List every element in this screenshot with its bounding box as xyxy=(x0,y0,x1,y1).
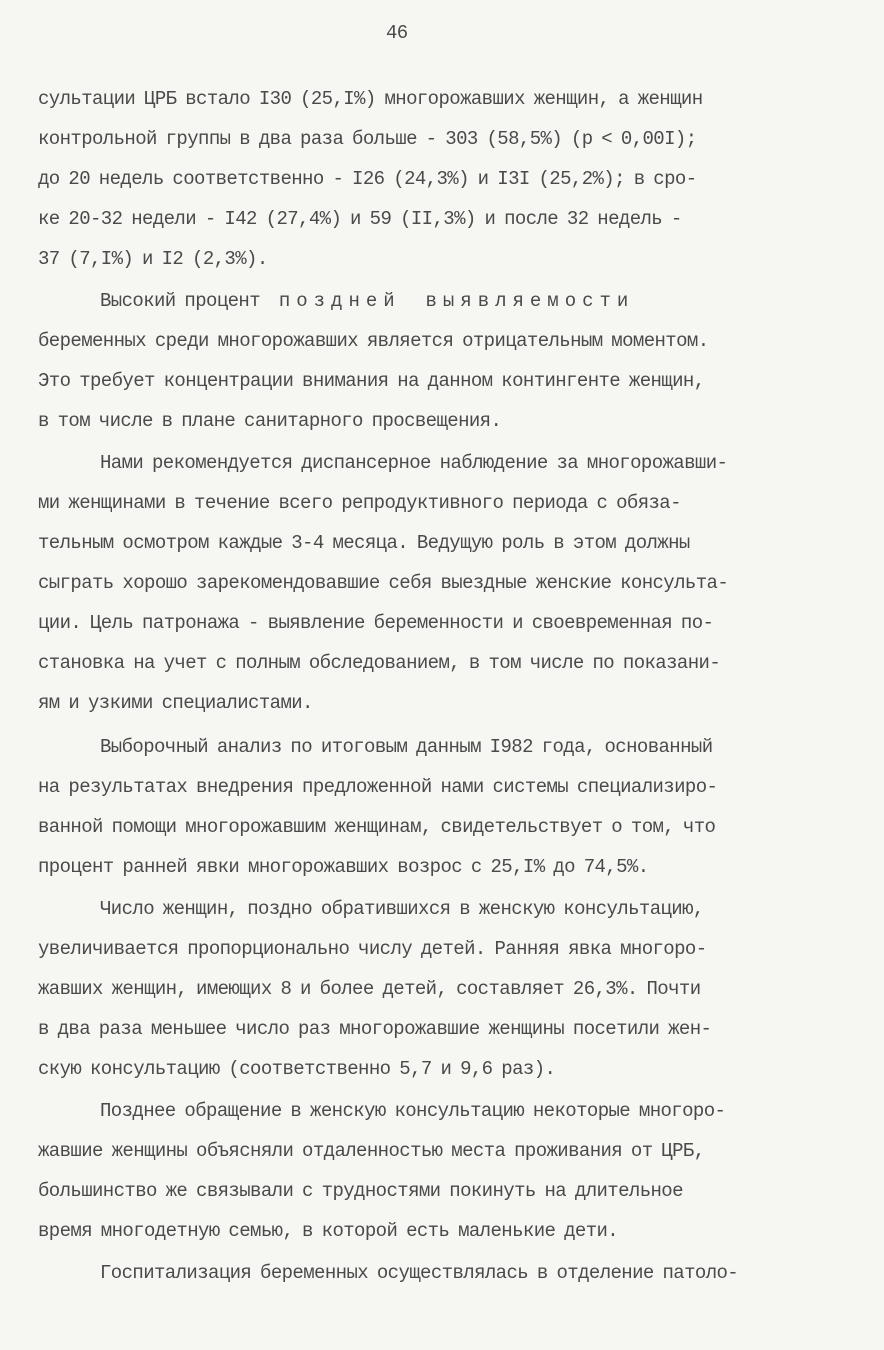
text-line: жавшие женщины объясняли отдаленностью места проживания от ЦРБ, xyxy=(38,1140,705,1162)
text-line: ванной помощи многорожавшим женщинам, свидетельствует о том, что xyxy=(38,816,716,838)
text-line: скую консультацию (соответственно 5,7 и 9,6 раз). xyxy=(38,1058,556,1080)
text-line: большинство же связывали с трудностями покинуть на длительное xyxy=(38,1180,683,1202)
page-number: 46 xyxy=(386,22,408,44)
text-line: увеличивается пропорционально числу детей. Ранняя явка многоро- xyxy=(38,938,707,960)
text-line: ми женщинами в течение всего репродуктивного периода с обяза- xyxy=(38,492,681,514)
text-line: на результатах внедрения предложенной нами системы специализиро- xyxy=(38,776,718,798)
text-line: в два раза меньшее число раз многорожавшие женщины посетили жен- xyxy=(38,1018,712,1040)
text-line: сультации ЦРБ встало I30 (25,I%) многорожавших женщин, а женщин xyxy=(38,88,703,110)
emphasized-text: выявляемости xyxy=(425,290,635,312)
text-line: становка на учет с полным обследованием, в том числе по показани- xyxy=(38,652,721,674)
text-line: Это требует концентрации внимания на данном контингенте женщин, xyxy=(38,370,705,392)
text-line: Число женщин, поздно обратившихся в женскую консультацию, xyxy=(100,898,704,920)
text-line: контрольной группы в два раза больше - 303 (58,5%) (p < 0,00I); xyxy=(38,128,697,150)
text-line: тельным осмотром каждые 3-4 месяца. Ведущую роль в этом должны xyxy=(38,532,690,554)
text-line: Выборочный анализ по итоговым данным I982 года, основанный xyxy=(100,736,713,758)
text-line: ции. Цель патронажа - выявление беременности и своевременная по- xyxy=(38,612,714,634)
text-line: ям и узкими специалистами. xyxy=(38,692,313,714)
text-line: беременных среди многорожавших является отрицательным моментом. xyxy=(38,330,709,352)
emphasized-text: поздней xyxy=(278,290,401,312)
text-line: ке 20-32 недели - I42 (27,4%) и 59 (II,3%) и после 32 недель - xyxy=(38,208,682,230)
text-line: Позднее обращение в женскую консультацию некоторые многоро- xyxy=(100,1100,726,1122)
text-line: процент ранней явки многорожавших возрос с 25,I% до 74,5%. xyxy=(38,856,649,878)
text-line: в том числе в плане санитарного просвещения. xyxy=(38,410,502,432)
text-segment: Высокий процент xyxy=(100,290,261,312)
text-line xyxy=(100,288,634,314)
text-line: время многодетную семью, в которой есть маленькие дети. xyxy=(38,1220,619,1242)
text-line: 37 (7,I%) и I2 (2,3%). xyxy=(38,248,268,270)
text-line: Нами рекомендуется диспансерное наблюдение за многорожавши- xyxy=(100,452,728,474)
text-line: Госпитализация беременных осуществлялась в отделение патоло- xyxy=(100,1262,739,1284)
text-line: до 20 недель соответственно - I26 (24,3%) и I3I (25,2%); в сро- xyxy=(38,168,697,190)
text-line: жавших женщин, имеющих 8 и более детей, составляет 26,3%. Почти xyxy=(38,978,701,1000)
text-line: сыграть хорошо зарекомендовавшие себя выездные женские консульта- xyxy=(38,572,729,594)
